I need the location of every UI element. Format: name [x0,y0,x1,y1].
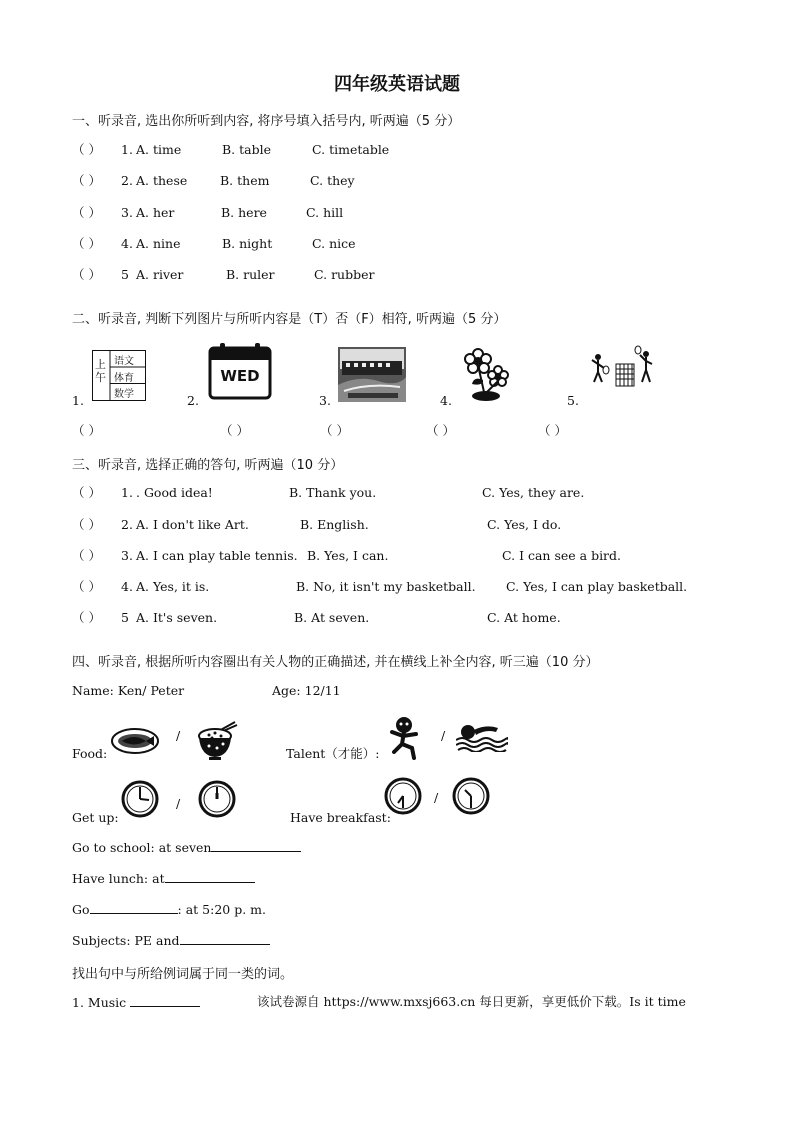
timetable-picture [92,350,146,405]
answer-bracket[interactable]: （ ） [72,485,101,500]
have-lunch-label: Have lunch: at [72,871,165,886]
name-label: Name: Ken/ Peter [72,683,185,698]
question-number: 3. [121,548,133,563]
go-to-school-label: Go to school: at seven [72,840,212,855]
item1-line [72,994,200,1011]
swimming-icon[interactable] [456,720,508,756]
option-a: A. I can play table tennis. [136,548,298,563]
question-number: 2. [121,173,133,188]
choice-separator: / [441,728,446,743]
answer-bracket[interactable]: （ ） [220,423,249,438]
go-label: Go [72,902,90,917]
part4-heading: 四、听录音, 根据所听内容圈出有关人物的正确描述, 并在横线上补全内容, 听三遍（10 分） [72,655,599,670]
question-number: 5 [121,610,129,625]
have-lunch-line [72,870,255,887]
have-lunch-blank[interactable] [165,870,255,883]
option-c: C. nice [312,236,356,251]
option-c: C. timetable [312,142,390,157]
option-c: C. I can see a bird. [502,548,622,563]
answer-bracket[interactable]: （ ） [72,205,101,220]
option-a: A. It's seven. [136,610,218,625]
go-blank[interactable] [90,901,178,914]
calendar-icon [208,342,272,404]
option-c: C. Yes, I do. [487,517,562,532]
picture-number: 1. [72,393,84,408]
picture-number: 5. [567,393,579,408]
timetable-subject: 数学 [114,389,134,400]
answer-bracket[interactable]: （ ） [72,548,101,563]
part3-heading: 三、听录音, 选择正确的答句, 听两遍（10 分） [72,458,344,473]
option-b: B. them [220,173,270,188]
timetable-subject: 体育 [114,373,134,384]
option-b: B. Yes, I can. [307,548,389,563]
flower-icon [462,348,510,406]
answer-bracket[interactable]: （ ） [72,579,101,594]
get-up-label: Get up: [72,810,119,825]
choice-separator: / [176,796,181,811]
clock-icon[interactable] [384,777,422,819]
option-c: C. Yes, they are. [482,485,585,500]
timetable-subject: 语文 [114,356,134,367]
option-c: C. rubber [314,267,375,282]
option-b: B. night [222,236,273,251]
have-breakfast-label: Have breakfast: [290,810,391,825]
food-label: Food: [72,746,108,761]
question-number: 4. [121,236,133,251]
part2-heading: 二、听录音, 判断下列图片与所听内容是（T）否（F）相符, 听两遍（5 分） [72,312,507,327]
go-line [72,901,266,918]
part1-heading: 一、听录音, 选出你所听到内容, 将序号填入括号内, 听两遍（5 分） [72,114,461,129]
answer-bracket[interactable]: （ ） [72,423,101,438]
option-b: B. English. [300,517,369,532]
question-number: 3. [121,205,133,220]
answer-bracket[interactable]: （ ） [72,267,101,282]
option-c: C. hill [306,205,344,220]
option-c: C. At home. [487,610,561,625]
source-footer: 该试卷源自 https://www.mxsj663.cn 每日更新，享更低价下载。Is it time [257,994,686,1009]
option-a: A. Yes, it is. [136,579,210,594]
clock-icon[interactable] [121,780,159,822]
option-b: B. here [221,205,267,220]
option-a: A. these [136,173,188,188]
picture-number: 4. [440,393,452,408]
school-photo [338,347,406,406]
option-b: B. Thank you. [289,485,377,500]
answer-bracket[interactable]: （ ） [72,142,101,157]
age-label: Age: 12/11 [272,683,341,698]
question-number: 1. [121,485,133,500]
go-to-school-blank[interactable] [211,839,301,852]
go-to-school-line [72,839,301,856]
answer-bracket[interactable]: （ ） [72,173,101,188]
question-number: 4. [121,579,133,594]
option-a: A. her [136,205,175,220]
option-a: A. I don't like Art. [136,517,249,532]
option-c: C. Yes, I can play basketball. [506,579,688,594]
part5-heading: 找出句中与所给例词属于同一类的词。 [72,967,294,982]
choice-separator: / [176,728,181,743]
option-b: B. No, it isn't my basketball. [296,579,476,594]
clock-icon[interactable] [452,777,490,819]
answer-bracket[interactable]: （ ） [72,236,101,251]
question-number: 1. [121,142,133,157]
picture-number: 2. [187,393,199,408]
picture-number: 3. [319,393,331,408]
option-a: A. time [136,142,182,157]
badminton-icon [588,342,664,398]
clock-icon[interactable] [198,780,236,822]
option-a: . Good idea! [136,485,213,500]
question-number: 2. [121,517,133,532]
option-b: B. At seven. [294,610,370,625]
subjects-blank[interactable] [180,932,270,945]
answer-bracket[interactable]: （ ） [72,610,101,625]
running-icon[interactable] [384,716,426,764]
choice-separator: / [434,790,439,805]
answer-bracket[interactable]: （ ） [72,517,101,532]
question-number: 5 [121,267,129,282]
option-b: B. table [222,142,272,157]
option-b: B. ruler [226,267,275,282]
option-a: A. nine [136,236,181,251]
fish-dish-icon[interactable] [110,724,160,760]
subjects-label: Subjects: PE and [72,933,180,948]
calendar-day-label: WED [220,367,260,385]
timetable-side-label: 上午 [95,358,106,384]
option-c: C. they [310,173,355,188]
talent-label: Talent（才能）: [286,746,380,761]
go-time-label: : at 5:20 p. m. [177,902,266,917]
rice-bowl-icon[interactable] [195,720,239,766]
subjects-line [72,932,270,949]
answer-bracket[interactable]: （ ） [426,423,455,438]
item1-label: 1. Music [72,995,127,1010]
option-a: A. river [136,267,184,282]
page-title: 四年级英语试题 [334,74,460,95]
answer-bracket[interactable]: （ ） [320,423,349,438]
item1-blank[interactable] [130,994,200,1007]
answer-bracket[interactable]: （ ） [538,423,567,438]
